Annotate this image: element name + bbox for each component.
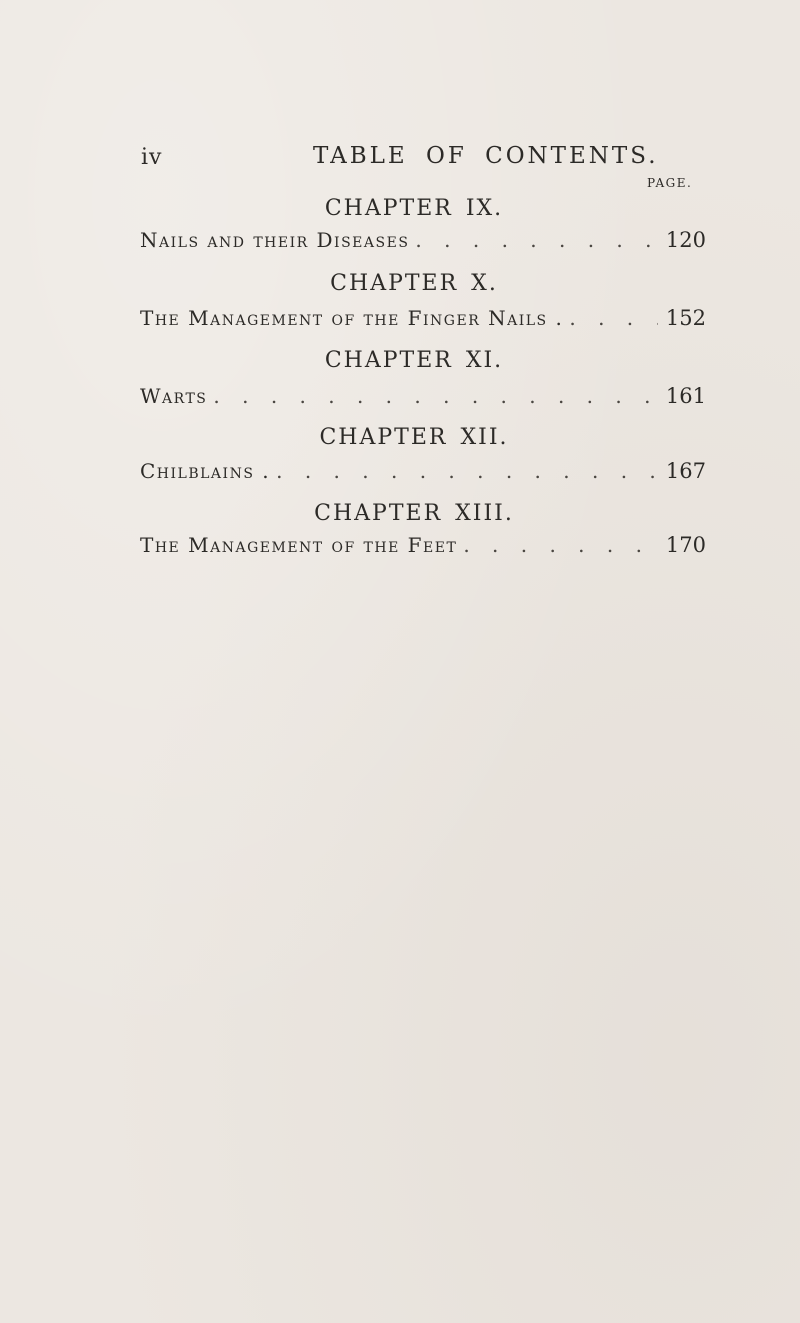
dot-leader: [569, 306, 658, 330]
running-title: TABLE OF CONTENTS.: [313, 143, 659, 169]
page-folio: iv: [141, 145, 163, 170]
toc-entry-title: The Management of the Feet: [140, 533, 458, 557]
chapter-heading-xii: [0, 425, 800, 450]
toc-entry-title: Chilblains .: [140, 459, 271, 483]
toc-entry-page: 167: [665, 459, 706, 483]
toc-entry-title: The Management of the Finger Nails .: [140, 306, 564, 330]
chapter-heading-ix: [0, 196, 800, 221]
dot-leader: [276, 459, 658, 483]
chapter-heading-xi: [0, 348, 800, 373]
toc-entry-xi[interactable]: [140, 384, 706, 414]
dot-leader: [463, 533, 658, 557]
chapter-heading-text: CHAPTER XI.: [324, 348, 504, 373]
toc-entry-title: Nails and their Diseases: [140, 228, 410, 252]
page-column-label: PAGE.: [647, 176, 693, 190]
chapter-heading-xiii: [0, 501, 800, 526]
dot-leader: [415, 228, 657, 252]
toc-entry-page: 152: [665, 306, 706, 330]
dot-leader: [213, 384, 658, 408]
toc-entry-page: 170: [665, 533, 706, 557]
toc-entry-page: 161: [665, 384, 706, 408]
chapter-heading-x: [0, 271, 800, 296]
chapter-heading-text: CHAPTER IX.: [324, 196, 504, 221]
toc-entry-ix[interactable]: [140, 228, 706, 258]
toc-entry-xii[interactable]: [140, 459, 706, 489]
toc-entry-xiii[interactable]: [140, 533, 706, 563]
chapter-heading-text: CHAPTER XIII.: [314, 501, 514, 526]
toc-entry-x[interactable]: [140, 306, 706, 336]
toc-entry-page: 120: [665, 228, 706, 252]
chapter-heading-text: CHAPTER XII.: [319, 425, 509, 450]
toc-entry-title: Warts: [140, 384, 208, 408]
chapter-heading-text: CHAPTER X.: [330, 271, 498, 296]
